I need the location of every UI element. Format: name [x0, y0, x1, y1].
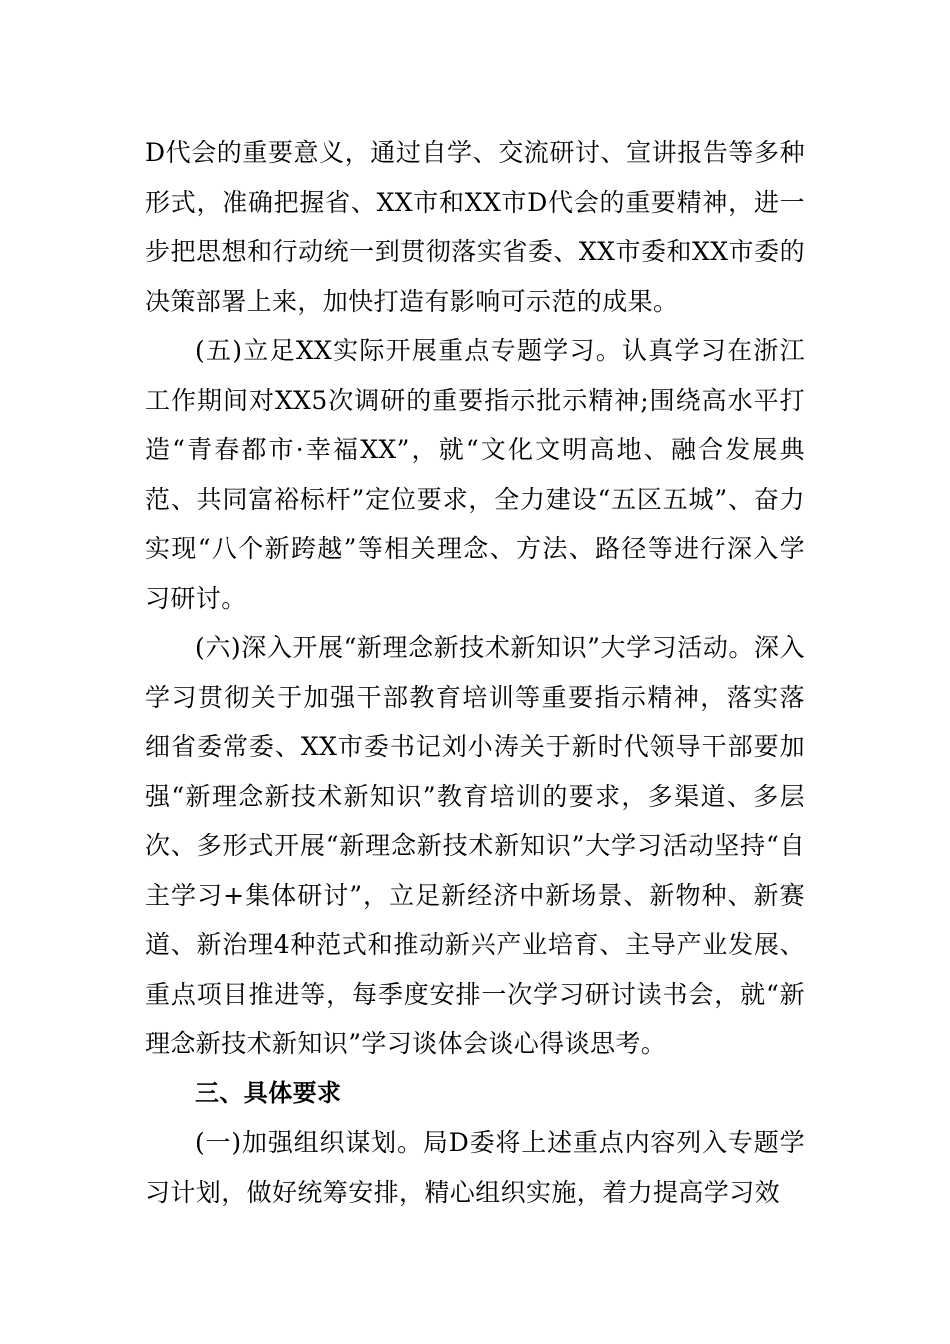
paragraph-continuation: D代会的重要意义，通过自学、交流研讨、宣讲报告等多种形式，准确把握省、XX市和XX市D代会的重要精神，进一步把思想和行动统一到贯彻落实省委、XX市委和XX市委的决策部署上来，加快打造有影响可示范的成果。: [145, 138, 805, 316]
paragraph-section-6: (六)深入开展“新理念新技术新知识”大学习活动。深入学习贯彻关于加强干部教育培训等重要指示精神，落实落细省委常委、XX市委书记刘小涛关于新时代领导干部要加强“新理念新技术新知识”教育培训的要求，多渠道、多层次、多形式开展“新理念新技术新知识”大学习活动坚持“自主学习+集体研讨”，立足新经济中新场景、新物种、新赛道、新治理4种范式和推动新兴产业培育、主导产业发展、重点项目推进等，每季度安排一次学习研讨读书会，就“新理念新技术新知识”学习谈体会谈心得谈思考。: [145, 633, 805, 1058]
paragraph-requirement-1: (一)加强组织谋划。局D委将上述重点内容列入专题学习计划，做好统筹安排，精心组织实施，着力提高学习效: [145, 1128, 805, 1207]
document-page: [145, 128, 805, 1217]
section-heading-requirements: 三、具体要求: [195, 1078, 342, 1107]
paragraph-section-5: (五)立足XX实际开展重点专题学习。认真学习在浙江工作期间对XX5次调研的重要指示批示精神;围绕高水平打造“青春都市·幸福XX”，就“文化文明高地、融合发展典范、共同富裕标杆”定位要求，全力建设“五区五城”、奋力实现“八个新跨越”等相关理念、方法、路径等进行深入学习研讨。: [145, 336, 805, 613]
